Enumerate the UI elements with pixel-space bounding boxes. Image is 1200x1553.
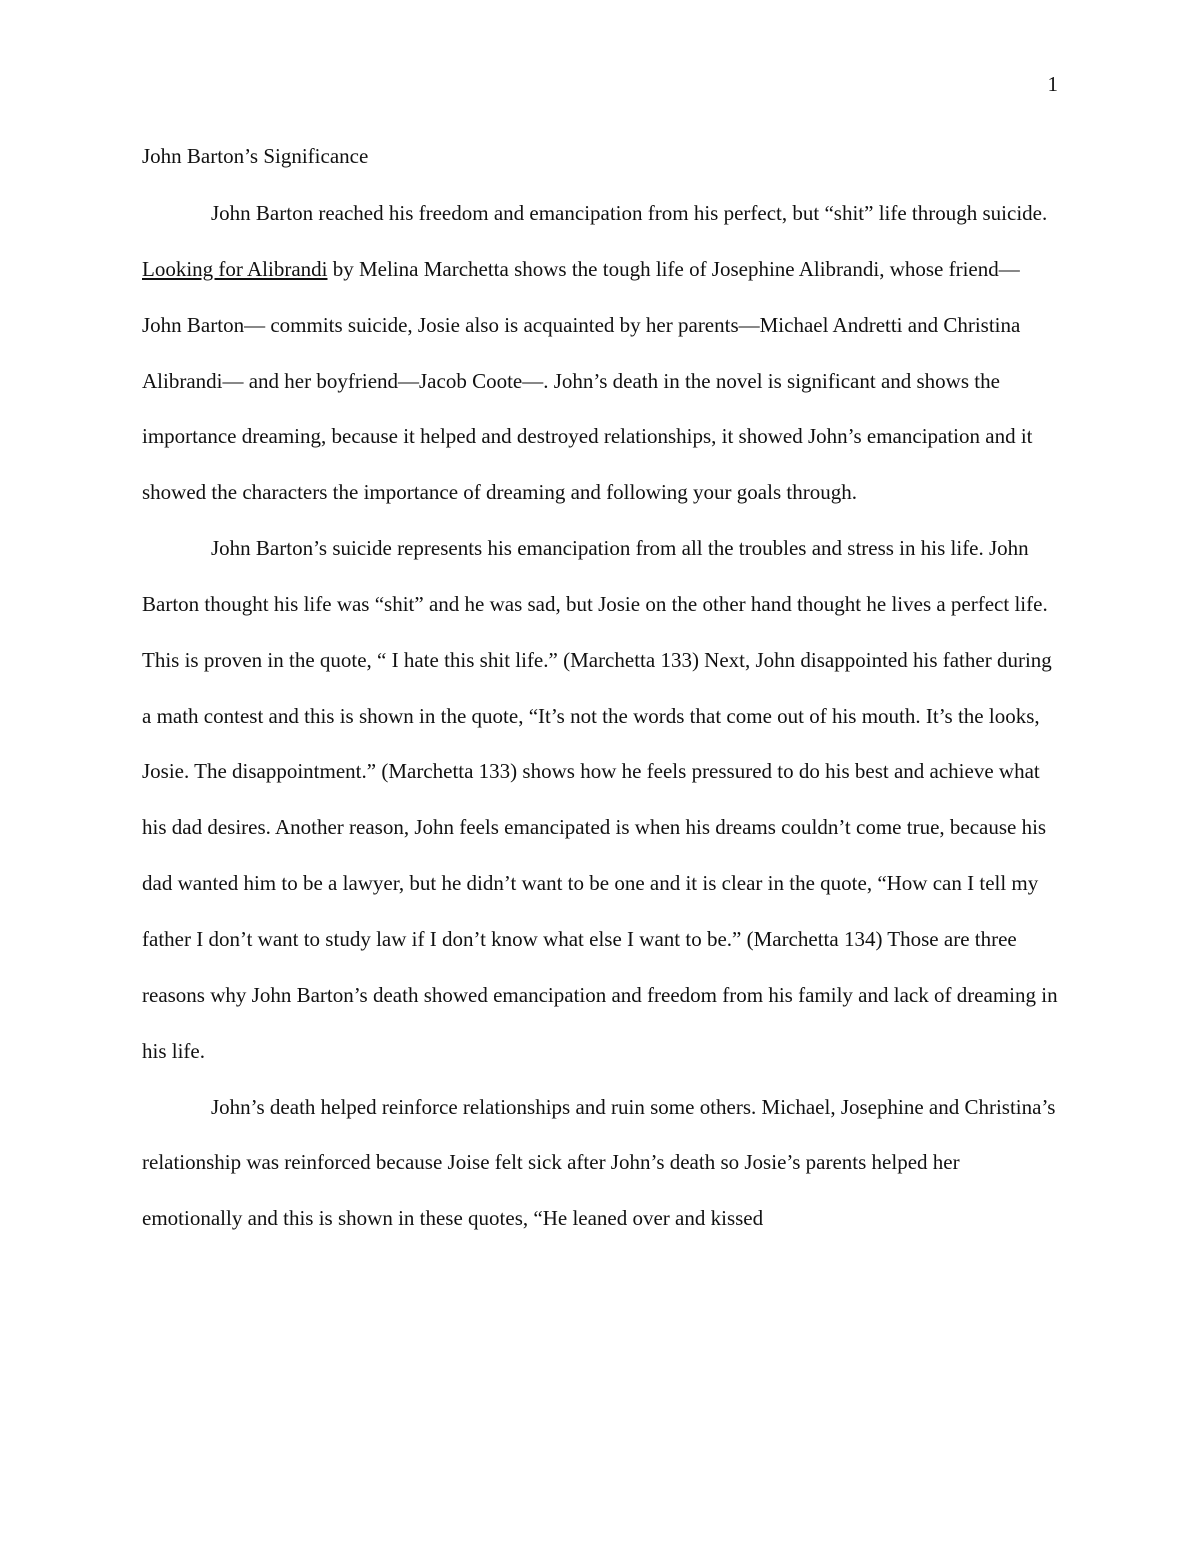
paragraph-2: John Barton’s suicide represents his emancipation from all the troubles and stress in his life. John Barton thought his life was “shit” and he was sad, but Josie on the other hand thought he lives a perfect life. This is proven in the quote, “ I hate this shit life.” (Marchetta 133) Next, John disappointed his father during a math contest and this is shown in the quote, “It’s not the words that come out of his mouth. It’s the looks, Josie. The disappointment.” (Marchetta 133) shows how he feels pressured to do his best and achieve what his dad desires. Another reason, John feels emancipated is when his dreams couldn’t come true, because his dad wanted him to be a lawyer, but he didn’t want to be one and it is clear in the quote, “How can I tell my father I don’t want to study law if I don’t know what else I want to be.” (Marchetta 134) Those are three reasons why John Barton’s death showed emancipation and freedom from his family and lack of dreaming in his life. xyxy=(142,536,1058,1063)
book-title: Looking for Alibrandi xyxy=(142,256,328,281)
paragraph-1-text-before: John Barton reached his freedom and emancipation from his perfect, but “shit” life through suicide. xyxy=(211,201,1048,225)
paragraph-1 xyxy=(142,186,1058,521)
paragraph-1-text-after: by Melina Marchetta shows the tough life of Josephine Alibrandi, whose friend—John Barton— commits suicide, Josie also is acquainted by her parents—Michael Andretti and Christina Alibrandi— and her boyfriend—Jacob Coote—. John’s death in the novel is significant and shows the importance dreaming, because it helped and destroyed relationships, it showed John’s emancipation and it showed the characters the importance of dreaming and following your goals through. xyxy=(142,256,1033,505)
essay-body xyxy=(142,186,1058,1247)
paragraph-3: John’s death helped reinforce relationships and ruin some others. Michael, Josephine and Christina’s relationship was reinforced because Joise felt sick after John’s death so Josie’s parents helped her emotionally and this is shown in these quotes, “He leaned over and kissed xyxy=(142,1094,1056,1231)
essay-title: John Barton’s Significance xyxy=(142,144,369,168)
page-number: 1 xyxy=(1047,72,1058,96)
